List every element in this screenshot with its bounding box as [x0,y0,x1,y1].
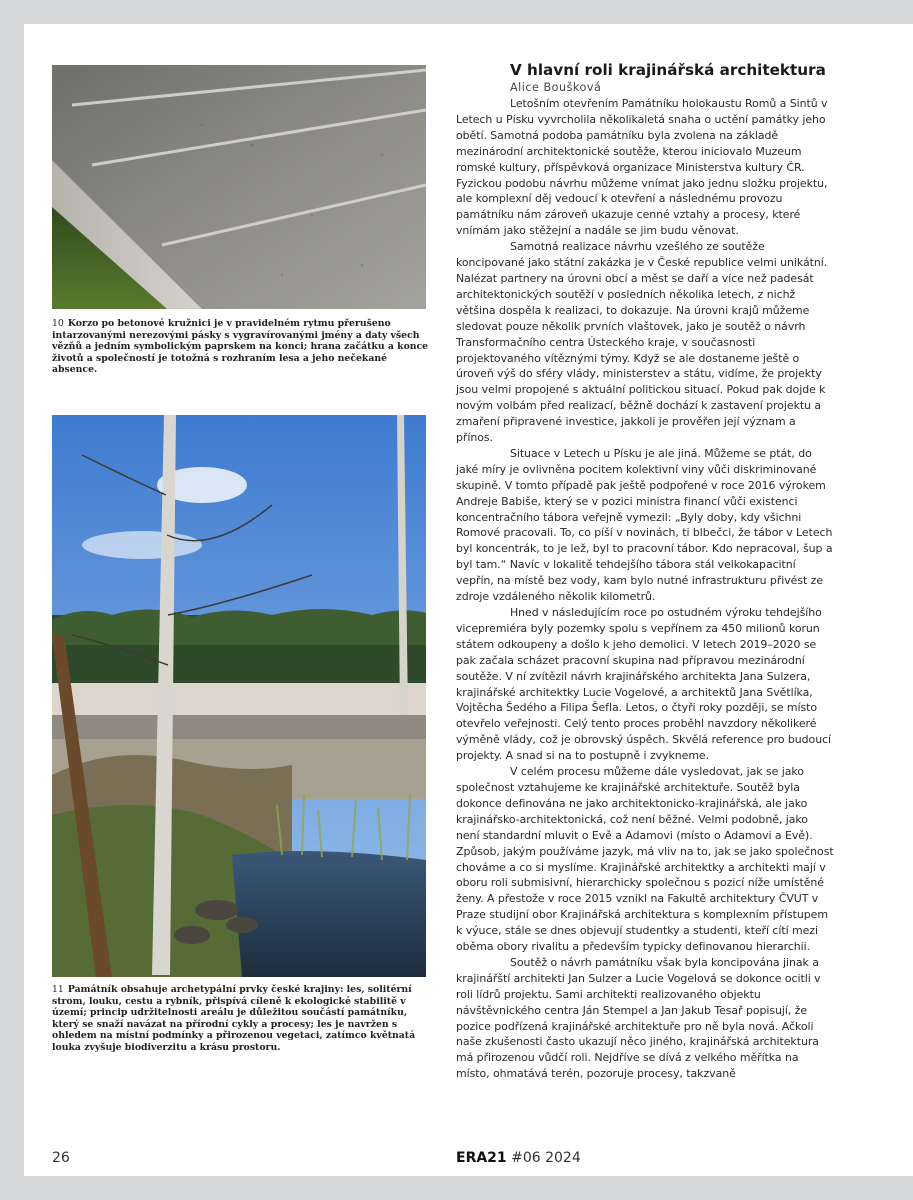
article-paragraph: Hned v následujícím roce po ostudném výroku tehdejšího vicepremiéra byly pozemky spolu s vepřínem za 450 milionů korun státem odkoupeny a došlo k jeho demolici. V letech 2019–2020 se pak začala scházet pracovní skupina nad přípravou mezinárodní soutěže. V ní zvítězil návrh krajinářského architekta Jana Sulzera, krajinářské architektky Lucie Vogelové, a architektů Jana Světlíka, Vojtěcha Šedého a Filipa Šefla. Letos, o čtyři roky později, se místo otevřelo veřejnosti. Celý tento proces proběhl navzdory několikeré výměně vlády, což je obrovský úspěch. Skvělá reference pro budoucí projekty. A snad si na to postupně i zvykneme. [456,606,832,763]
page-number: 26 [52,1150,70,1166]
photo-landscape-pond [52,415,426,977]
article-paragraph: V celém procesu můžeme dále vysledovat, jak se jako společnost vztahujeme ke krajinářské architektuře. Soutěž byla dokonce definována ne jako architektonicko-krajinářská, ale jako krajinářsko-architektonická, což není běžné. Velmi podobně, jako není standardní mluvit o Evě a Adamovi (místo o Adamovi a Evě). Způsob, jakým používáme jazyk, má vliv na to, jak se jako společnost chováme a co si myslíme. Krajinářské architektky a architekti mají v oboru roli submisivní, hierarchicky společnou s pozicí níže umístěné ženy. A přestože v roce 2015 vznikl na Fakultě architektury ČVUT v Praze studijní obor Krajinářská architektura s komplexním přístupem k výuce, stále se dnes objevují studentky a studenti, kteří cítí mezi oběma obory rivalitu a především typicky definovanou hierarchii. [456,765,834,954]
article [456,60,834,1082]
article-paragraph: Letošním otevřením Památníku holokaustu Romů a Sintů v Letech u Písku vyvrcholila několikaletá snaha o uctění památky jeho obětí. Samotná podoba památníku byla zvolena na základě mezinárodní architektonické soutěže, kterou iniciovalo Muzeum romské kultury, příspěvková organizace Ministerstva kultury ČR. Fyzickou podobu návrhu můžeme vnímat jako jednu složku projektu, ale komplexní děj vedoucí k otevření a následnému provozu památníku nám zároveň ukazuje cenné vztahy a procesy, které vnímám jako stěžejní a nadále se jim budu věnovat. [456,97,828,238]
figure-10-number: 10 [52,318,64,329]
concrete-edge-image [52,65,426,309]
photo-concrete-edge [52,65,426,309]
article-title: V hlavní roli krajinářská architektura [510,61,826,79]
landscape-image [52,415,426,977]
publication-footer [456,1150,581,1166]
figure-11-text: Památník obsahuje archetypální prvky české krajiny: les, solitérní strom, louku, cestu a rybník, přispívá cíleně k ekologické stabilitě v území; princip udržitelnosti areálu je důležitou součástí památníku, který se snaží navázat na přírodní cykly a procesy; les je navržen s ohledem na místní podmínky a přirozenou vegetaci, zatímco květnatá louka zvyšuje biodiverzitu a krásu prostoru. [52,984,416,1053]
article-paragraph: Soutěž o návrh památníku však byla koncipována jinak a krajinářští architekti Jan Sulzer a Lucie Vogelová se dokonce ocitli v roli lídrů projektu. Sami architekti realizovaného objektu návštěvnického centra Ján Stempel a Jan Jakub Tesař popisují, že pozice podřízená krajinářské architektuře pro ně byla nová. Ačkoli naše zkušenosti často ukazují něco jiného, krajinářská architektura má přirozenou vůdčí roli. Nejdříve se dívá z velkého měřítka na místo, ohmatává terén, pozoruje procesy, takzvaně [456,955,821,1081]
magazine-page [24,24,913,1176]
article-paragraph: Situace v Letech u Písku je ale jiná. Můžeme se ptát, do jaké míry je ovlivněna pocitem kolektivní viny vůči diskriminované skupině. V tomto případě pak ještě podpořené v roce 2016 výrokem Andreje Babiše, který se v pozici ministra financí vůči existenci koncentračního tábora veřejně vymezil: „Byly doby, kdy všichni Romové pracovali. To, co píší v novinách, ti blbečci, že tábor v Letech byl koncentrák, to je lež, byl to pracovní tábor. Kdo nepracoval, šup a byl tam.“ Navíc v lokalitě tehdejšího tábora stál velkokapacitní vepřín, na místě bez vody, kam bylo nutné infrastrukturu přivést ze zdroje vzdáleného několik kilometrů. [456,446,833,604]
article-paragraph: Samotná realizace návrhu vzešlého ze soutěže koncipované jako státní zakázka je v České republice velmi unikátní. Nalézat partnery na úrovni obcí a měst se daří a více než padesát architektonických soutěží v posledních několika letech, z nichž většina dospěla k realizaci, to dokazuje. Na úrovni krajů můžeme sledovat pouze několik prvních vlaštovek, jako je soutěž o návrh Transformačního centra Ústeckého kraje, v současnosti projektovaného vítěznými týmy. Když se ale dostaneme ještě o úroveň výš do sféry vlády, ministerstev a státu, vidíme, že projekty jsou velmi propojené s aktuální politickou situací. Pokud pak dojde k novým volbám před realizací, běžně dochází k zastavení projektu a zmaření připravené investice, jakkoli je prověřen její význam a přínos. [456,240,828,445]
article-author: Alice Boušková [510,81,602,94]
figure-11-caption [52,984,430,1054]
magazine-brand: ERA21 [456,1150,507,1166]
figure-11-number: 11 [52,984,64,995]
figure-10-text: Korzo po betonové kružnici je v pravidelném rytmu přerušeno intarzovanými nerezovými pásky s vygravírovanými jmény a daty všech vězňů a jedním symbolickým paprskem na konci; hrana začátku a konce životů a společností je totožná s rozhraním lesa a jeho nečekané absence. [52,318,429,376]
figure-10-caption [52,318,430,376]
magazine-issue: #06 2024 [511,1150,581,1166]
